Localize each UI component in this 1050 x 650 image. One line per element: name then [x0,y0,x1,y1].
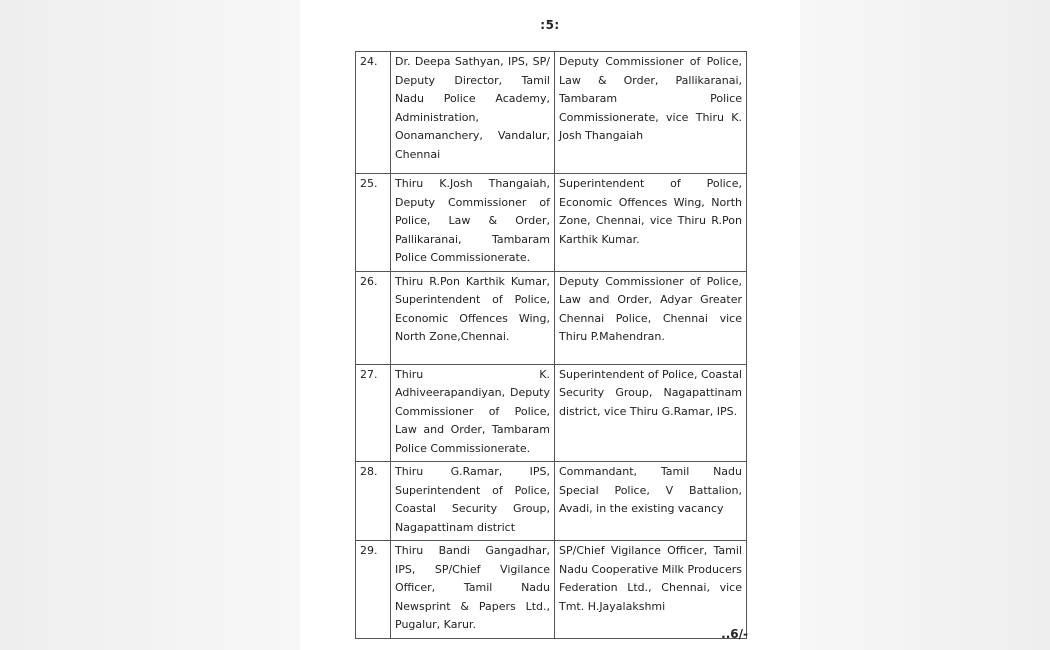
table-row [356,174,747,272]
officer-new-posting: Commandant, Tamil Nadu Special Police, V Battalion, Avadi, in the existing vacancy [555,462,747,541]
next-page-marker: ..6/- [721,627,748,641]
officer-current-posting: Thiru G.Ramar, IPS, Superintendent of Police, Coastal Security Group, Nagapattinam district [391,462,555,541]
officer-current-posting: Thiru K. Adhiveerapandiyan, Deputy Commissioner of Police, Law and Order, Tambaram Police Commissionerate. [391,364,555,462]
table-row [356,364,747,462]
table-row [356,52,747,174]
transfer-orders-table [355,51,747,639]
serial-number: 25. [356,174,391,272]
officer-new-posting: Superintendent of Police, Economic Offences Wing, North Zone, Chennai, vice Thiru R.Pon Karthik Kumar. [555,174,747,272]
serial-number: 27. [356,364,391,462]
officer-current-posting: Thiru K.Josh Thangaiah, Deputy Commissioner of Police, Law & Order, Pallikaranai, Tambaram Police Commissionerate. [391,174,555,272]
officer-current-posting: Thiru Bandi Gangadhar, IPS, SP/Chief Vigilance Officer, Tamil Nadu Newsprint & Papers Ltd., Pugalur, Karur. [391,541,555,639]
table-row [356,541,747,639]
serial-number: 29. [356,541,391,639]
serial-number: 28. [356,462,391,541]
officer-current-posting: Thiru R.Pon Karthik Kumar, Superintendent of Police, Economic Offences Wing, North Zone,Chennai. [391,271,555,364]
officer-new-posting: Deputy Commissioner of Police, Law & Order, Pallikaranai, Tambaram Police Commissionerate, vice Thiru K. Josh Thangaiah [555,52,747,174]
officer-current-posting: Dr. Deepa Sathyan, IPS, SP/ Deputy Director, Tamil Nadu Police Academy, Administration, Oonamanchery, Vandalur, Chennai [391,52,555,174]
table-row [356,271,747,364]
document-page [300,0,800,650]
serial-number: 24. [356,52,391,174]
serial-number: 26. [356,271,391,364]
officer-new-posting: Deputy Commissioner of Police, Law and Order, Adyar Greater Chennai Police, Chennai vice Thiru P.Mahendran. [555,271,747,364]
page-number: :5: [540,18,560,32]
table-row [356,462,747,541]
officer-new-posting: Superintendent of Police, Coastal Security Group, Nagapattinam district, vice Thiru G.Ramar, IPS. [555,364,747,462]
officer-new-posting: SP/Chief Vigilance Officer, Tamil Nadu Cooperative Milk Producers Federation Ltd., Chennai, vice Tmt. H.Jayalakshmi [555,541,747,639]
